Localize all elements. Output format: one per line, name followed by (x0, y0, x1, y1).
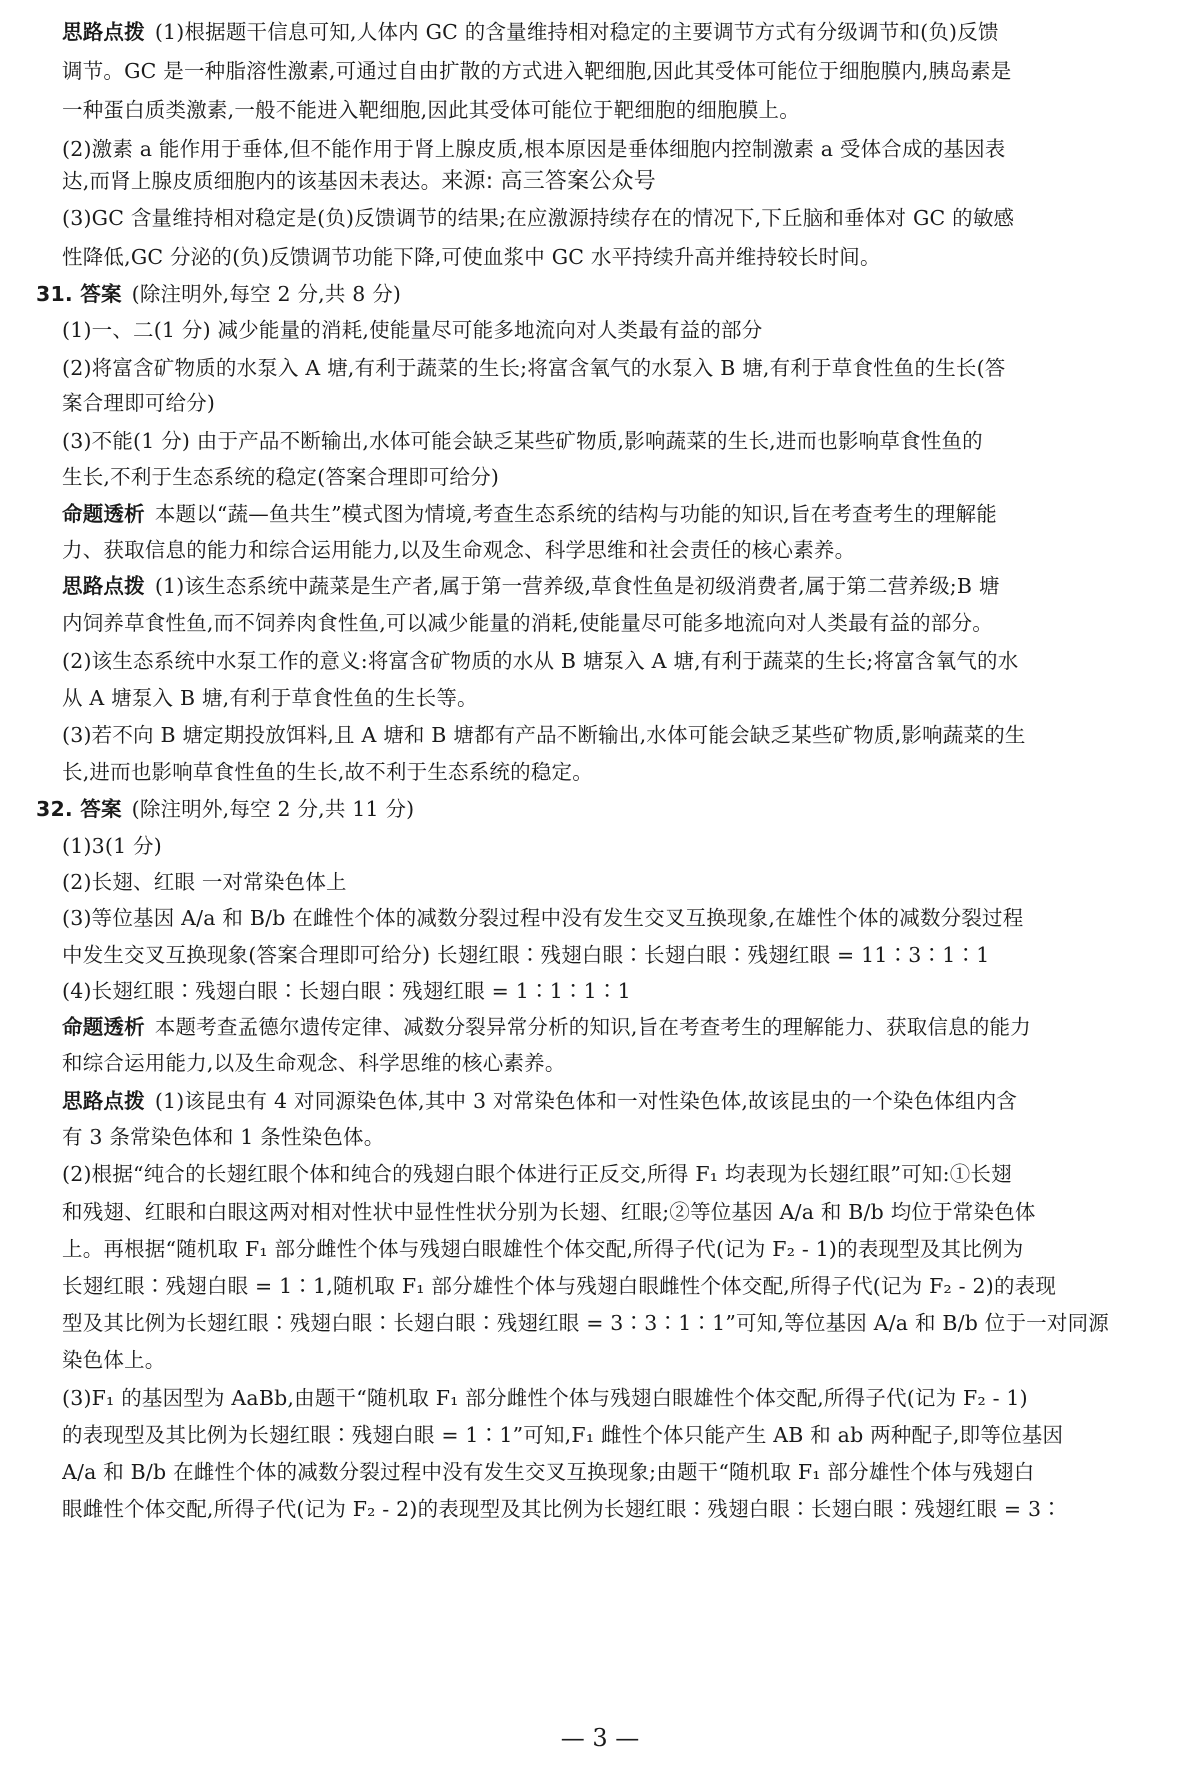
text-line: 一种蛋白质类激素,一般不能进入靶细胞,因此其受体可能位于靶细胞的细胞膜上。 (62, 98, 800, 122)
text-line: 达,而肾上腺皮质细胞内的该基因未表达。来源: 高三答案公众号 (62, 169, 656, 194)
question-heading: 31. 答案 (除注明外,每空 2 分,共 8 分) (36, 282, 402, 306)
text-line: 长翅红眼∶残翅白眼 = 1∶1,随机取 F₁ 部分雄性个体与残翅白眼雌性个体交配,所得子代(记为 F₂ - 2)的表现 (62, 1274, 1057, 1298)
text-line: 型及其比例为长翅红眼∶残翅白眼∶长翅白眼∶残翅红眼 = 3∶3∶1∶1”可知,等位基因 A/a 和 B/b 位于一对同源 (62, 1311, 1109, 1335)
section-label: 命题透析 (62, 502, 145, 526)
section-label: 思路点拨 (62, 20, 145, 44)
text-line: (2)激素 a 能作用于垂体,但不能作用于肾上腺皮质,根本原因是垂体细胞内控制激素 a 受体合成的基因表 (62, 137, 1006, 161)
text-line: 有 3 条常染色体和 1 条性染色体。 (62, 1125, 385, 1149)
text-line: 思路点拨 (1)根据题干信息可知,人体内 GC 的含量维持相对稳定的主要调节方式有分级调节和(负)反馈 (62, 20, 999, 44)
text-line: (2)长翅、红眼 一对常染色体上 (62, 870, 347, 894)
text-line: (2)将富含矿物质的水泵入 A 塘,有利于蔬菜的生长;将富含氧气的水泵入 B 塘,有利于草食性鱼的生长(答 (62, 356, 1006, 380)
text-line: (3)GC 含量维持相对稳定是(负)反馈调节的结果;在应激源持续存在的情况下,下丘脑和垂体对 GC 的敏感 (62, 206, 1015, 230)
text-line: (3)F₁ 的基因型为 AaBb,由题干“随机取 F₁ 部分雌性个体与残翅白眼雄性个体交配,所得子代(记为 F₂ - 1) (62, 1386, 1028, 1410)
text-line: 命题透析 本题以“蔬—鱼共生”模式图为情境,考查生态系统的结构与功能的知识,旨在考查考生的理解能 (62, 502, 997, 526)
text-line: 思路点拨 (1)该生态系统中蔬菜是生产者,属于第一营养级,草食性鱼是初级消费者,属于第二营养级;B 塘 (62, 574, 1000, 598)
text-line: 上。再根据“随机取 F₁ 部分雌性个体与残翅白眼雄性个体交配,所得子代(记为 F₂ - 1)的表现型及其比例为 (62, 1237, 1024, 1261)
text-line: 命题透析 本题考查孟德尔遗传定律、减数分裂异常分析的知识,旨在考查考生的理解能力、获取信息的能力 (62, 1015, 1031, 1039)
question-heading: 32. 答案 (除注明外,每空 2 分,共 11 分) (36, 797, 415, 821)
text-line: 的表现型及其比例为长翅红眼∶残翅白眼 = 1∶1”可知,F₁ 雌性个体只能产生 AB 和 ab 两种配子,即等位基因 (62, 1423, 1064, 1447)
text-line: (3)等位基因 A/a 和 B/b 在雌性个体的减数分裂过程中没有发生交叉互换现象,在雄性个体的减数分裂过程 (62, 906, 1024, 930)
text-line: 内饲养草食性鱼,而不饲养肉食性鱼,可以减少能量的消耗,使能量尽可能多地流向对人类最有益的部分。 (62, 611, 993, 635)
text-line: (3)不能(1 分) 由于产品不断输出,水体可能会缺乏某些矿物质,影响蔬菜的生长,进而也影响草食性鱼的 (62, 429, 983, 453)
text-line: (1)3(1 分) (62, 834, 162, 858)
text-line: (1)一、二(1 分) 减少能量的消耗,使能量尽可能多地流向对人类最有益的部分 (62, 318, 763, 342)
text-line: A/a 和 B/b 在雌性个体的减数分裂过程中没有发生交叉互换现象;由题干“随机取 F₁ 部分雄性个体与残翅白 (62, 1460, 1035, 1484)
section-label: 思路点拨 (62, 1089, 145, 1113)
text-line: (4)长翅红眼∶残翅白眼∶长翅白眼∶残翅红眼 = 1∶1∶1∶1 (62, 979, 631, 1003)
text-line: 和综合运用能力,以及生命观念、科学思维的核心素养。 (62, 1051, 566, 1075)
text-line: 从 A 塘泵入 B 塘,有利于草食性鱼的生长等。 (62, 686, 478, 710)
text-line: 长,进而也影响草食性鱼的生长,故不利于生态系统的稳定。 (62, 760, 593, 784)
text-line: 案合理即可给分) (62, 391, 216, 415)
text-line: 思路点拨 (1)该昆虫有 4 对同源染色体,其中 3 对常染色体和一对性染色体,故该昆虫的一个染色体组内含 (62, 1089, 1018, 1113)
text-line: 和残翅、红眼和白眼这两对相对性状中显性性状分别为长翅、红眼;②等位基因 A/a 和 B/b 均位于常染色体 (62, 1200, 1036, 1224)
text-line: 染色体上。 (62, 1348, 166, 1372)
text-line: (3)若不向 B 塘定期投放饵料,且 A 塘和 B 塘都有产品不断输出,水体可能会缺乏某些矿物质,影响蔬菜的生 (62, 723, 1026, 747)
text-line: 调节。GC 是一种脂溶性激素,可通过自由扩散的方式进入靶细胞,因此其受体可能位于细胞膜内,胰岛素是 (62, 59, 1012, 83)
source-watermark-text: 来源: 高三答案公众号 (441, 169, 656, 194)
page-number: — 3 — (560, 1724, 640, 1752)
text-line: (2)该生态系统中水泵工作的意义:将富含矿物质的水从 B 塘泵入 A 塘,有利于蔬菜的生长;将富含氧气的水 (62, 649, 1019, 673)
text-line: 中发生交叉互换现象(答案合理即可给分) 长翅红眼∶残翅白眼∶长翅白眼∶残翅红眼 = 11∶3∶1∶1 (62, 943, 990, 967)
text-line: (2)根据“纯合的长翅红眼个体和纯合的残翅白眼个体进行正反交,所得 F₁ 均表现为长翅红眼”可知:①长翅 (62, 1162, 1012, 1186)
section-label: 思路点拨 (62, 574, 145, 598)
text-line: 眼雌性个体交配,所得子代(记为 F₂ - 2)的表现型及其比例为长翅红眼∶残翅白眼∶长翅白眼∶残翅红眼 = 3∶ (62, 1497, 1062, 1521)
text-line: 力、获取信息的能力和综合运用能力,以及生命观念、科学思维和社会责任的核心素养。 (62, 538, 856, 562)
text-line: 生长,不利于生态系统的稳定(答案合理即可给分) (62, 465, 500, 489)
section-label: 命题透析 (62, 1015, 145, 1039)
text-line: 性降低,GC 分泌的(负)反馈调节功能下降,可使血浆中 GC 水平持续升高并维持较长时间。 (62, 245, 881, 269)
